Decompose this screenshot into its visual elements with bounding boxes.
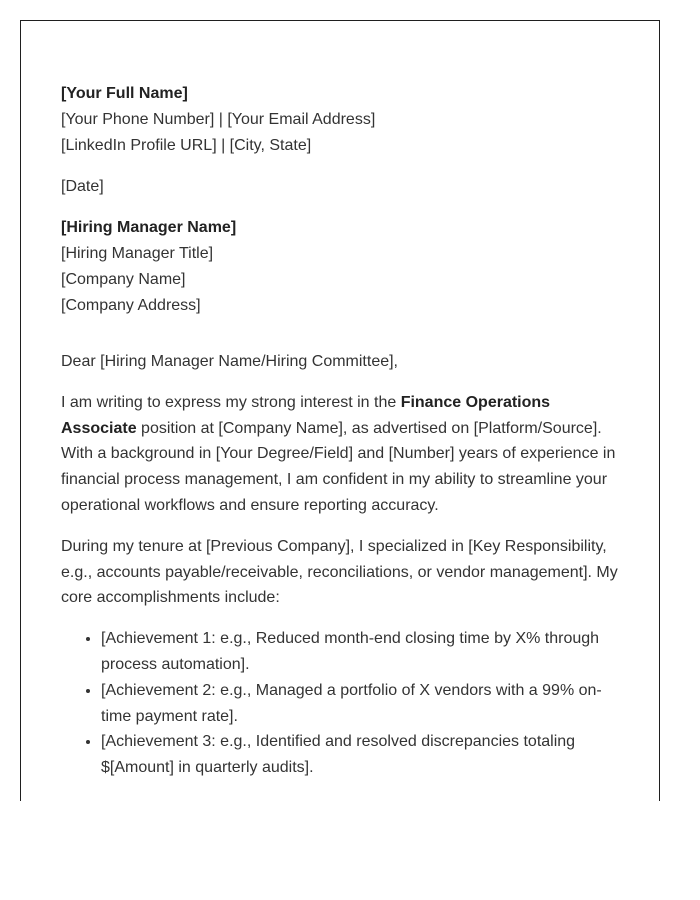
sender-profile: [LinkedIn Profile URL] | [City, State] <box>61 137 312 154</box>
sender-contact: [Your Phone Number] | [Your Email Address] <box>61 111 376 128</box>
position-title: Finance Operations Associate <box>61 393 551 437</box>
achievements-list <box>61 626 621 781</box>
date-block <box>61 174 621 200</box>
paragraph-intro-start: I am writing to express my strong interest in the <box>61 393 401 411</box>
salutation: Dear [Hiring Manager Name/Hiring Committee], <box>61 353 398 370</box>
achievement-item: • [Achievement 2: e.g., Managed a portfolio of X vendors with a 99% on-time payment rate]. <box>101 678 621 730</box>
letter-date: [Date] <box>61 178 104 195</box>
recipient-block <box>61 215 621 319</box>
recipient-company: [Company Name] <box>61 271 186 288</box>
recipient-title: [Hiring Manager Title] <box>61 245 214 262</box>
recipient-address: [Company Address] <box>61 297 201 314</box>
paragraph-experience: During my tenure at [Previous Company], I specialized in [Key Responsibility, e.g., accounts payable/receivable, reconciliations, or vendor management]. My core accomplishments include: <box>61 537 618 607</box>
sender-name: [Your Full Name] <box>61 85 188 102</box>
paragraph-intro <box>61 390 621 519</box>
sender-block <box>61 81 621 159</box>
letter-page <box>20 20 660 801</box>
achievement-item: • [Achievement 3: e.g., Identified and resolved discrepancies totaling $[Amount] in quarterly audits]. <box>101 729 621 781</box>
letter-content <box>61 81 621 781</box>
recipient-name: [Hiring Manager Name] <box>61 219 237 236</box>
achievement-item: • [Achievement 1: e.g., Reduced month-end closing time by X% through process automation]. <box>101 626 621 678</box>
paragraph-intro-end: position at [Company Name], as advertised on [Platform/Source]. With a background in [Your Degree/Field] and [Number] years of experience in financial process management, I am confident in my ability to streamline your operational workflows and ensure reporting accuracy. <box>61 419 616 514</box>
